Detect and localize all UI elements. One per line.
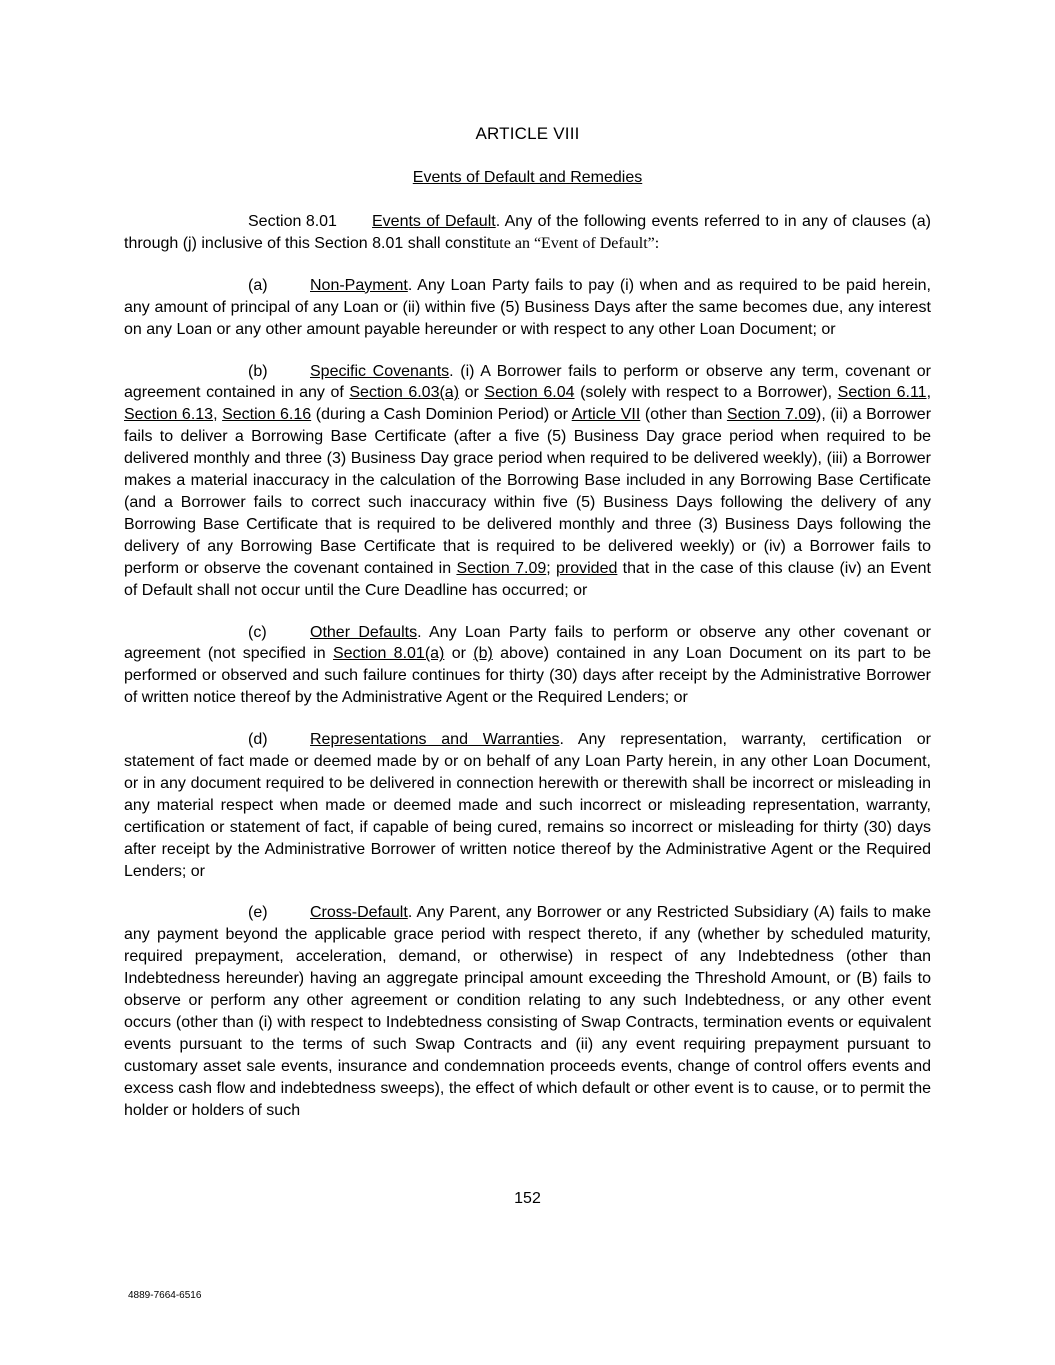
article-title: ARTICLE VIII <box>475 124 580 143</box>
clause-b-text: that in the case of this clause (iv) an Event of Default shall not occur until the Cure Deadline has occurred; or <box>124 559 932 599</box>
clause-c-text: . Any Loan Party fails to perform or observe any other covenant or agreement (not specified in <box>124 623 931 663</box>
clause-c-label: (c) <box>248 623 267 641</box>
clause-b-text: ; <box>546 559 556 577</box>
section-text-serif: ute an “Event of Default”: <box>491 234 660 252</box>
cross-reference: (b) <box>473 645 493 663</box>
clause-b-heading: Specific Covenants <box>310 362 450 380</box>
cross-reference: Article VII <box>571 406 641 424</box>
provided-term: provided <box>556 559 618 577</box>
clause-d-text: . Any representation, warranty, certification or statement of fact made or deemed made by or on behalf of any Loan Party herein, in any other Loan Document, or in any document required to be delivered in connection herewith or therewith shall be incorrect or misleading in any material respect when made or deemed made and such incorrect or misleading representation, warranty, certification or statement of fact, if capable of being cured, remains so incorrect or misleading for thirty (30) days after receipt by the Administrative Borrower of written notice thereof by the Administrative Agent or the Required Lenders; or <box>124 731 931 880</box>
section-heading: Events of Default <box>372 213 496 230</box>
clause-e-paragraph <box>124 902 931 1121</box>
cross-reference: Section 6.03(a) <box>349 384 460 402</box>
clause-b-text: (solely with respect to a Borrower), <box>574 384 838 402</box>
clause-b-text: (other than <box>640 406 727 424</box>
clause-b-text: or <box>459 384 485 402</box>
article-subtitle <box>0 169 1055 187</box>
clause-b-paragraph <box>124 361 931 602</box>
cross-reference: Section 7.09 <box>726 406 816 424</box>
document-id: 4889-7664-6516 <box>128 1290 202 1301</box>
clause-c-text: or <box>444 645 474 663</box>
page-number: 152 <box>514 1190 541 1207</box>
clause-d-heading: Representations and Warranties <box>310 731 560 749</box>
cross-reference: Section 6.04 <box>484 384 575 402</box>
clause-c-paragraph <box>124 622 931 710</box>
clause-a-paragraph <box>124 275 931 341</box>
article-subtitle-text: Events of Default and Remedies <box>412 169 643 186</box>
clause-e-heading: Cross-Default <box>310 904 408 922</box>
section-8-01-paragraph <box>124 211 931 255</box>
clause-a-heading: Non-Payment <box>310 276 408 294</box>
clause-b-text: (during a Cash Dominion Period) or <box>311 406 572 424</box>
clause-b-text: . (i) A Borrower fails to perform or observe any term, covenant or agreement contained in any of <box>124 362 931 402</box>
section-label: Section 8.01 <box>248 213 337 230</box>
cross-reference: Section 6.13 <box>124 406 214 424</box>
clause-c-heading: Other Defaults <box>310 623 418 641</box>
body-text <box>124 211 931 1142</box>
clause-b-text: , <box>926 384 932 402</box>
cross-reference: Section 6.11 <box>837 384 927 402</box>
clause-e-text: . Any Parent, any Borrower or any Restricted Subsidiary (A) fails to make any payment beyond the applicable grace period with respect thereto, if any (whether by scheduled maturity, required prepayment, acceleration, demand, or otherwise) in respect of any Indebtedness (other than Indebtedness hereunder) having an aggregate principal amount exceeding the Threshold Amount, or (B) fails to observe or perform any other agreement or condition relating to any such Indebtedness, or any other event occurs (other than (i) with respect to Indebtedness consisting of Swap Contracts, termination events or equivalent events pursuant to the terms of such Swap Contracts and (ii) any event requiring prepayment pursuant to customary asset sale events, insurance and condemnation proceeds events, change of control offers events and excess cash flow and indebtedness sweeps), the effect of which default or other event is to cause, or to permit the holder or holders of such <box>124 904 931 1119</box>
clause-b-label: (b) <box>248 362 268 380</box>
clause-a-label: (a) <box>248 276 268 294</box>
cross-reference: Section 6.16 <box>222 406 312 424</box>
section-text: . Any of the following events referred to in any of clauses (a) through (j) inclusive of this Section 8.01 shall constit <box>124 213 932 252</box>
clause-b-text: ), (ii) a Borrower fails to deliver a Borrowing Base Certificate (after a five (5) Business Day grace period when required to be delivered monthly and three (3) Business Day grace period when required to be delivered weekly), (iii) a Borrower makes a material inaccuracy in the calculation of the Borrowing Base included in any Borrowing Base Certificate (and a Borrower fails to correct such inaccuracy within five (5) Business Days following the delivery of any Borrowing Base Certificate that is required to be delivered monthly and three (3) Business Days following the delivery of any Borrowing Base Certificate that is required to be delivered weekly) or (iv) a Borrower fails to perform or observe the covenant contained in <box>124 406 932 577</box>
cross-reference: Section 7.09 <box>456 559 547 577</box>
cross-reference: Section 8.01(a) <box>332 645 445 663</box>
clause-d-paragraph <box>124 729 931 882</box>
clause-d-label: (d) <box>248 731 268 749</box>
clause-b-text: , <box>213 406 223 424</box>
clause-a-text: . Any Loan Party fails to pay (i) when and as required to be paid herein, any amount of principal of any Loan or (ii) within five (5) Business Days after the same becomes due, any interest on any Loan or any other amount payable hereunder or with respect to any other Loan Document; or <box>124 276 931 338</box>
clause-e-label: (e) <box>248 904 268 922</box>
clause-c-text: above) contained in any Loan Document on its part to be performed or observed and such failure continues for thirty (30) days after receipt by the Administrative Borrower of written notice thereof by the Administrative Agent or the Required Lenders; or <box>124 645 932 707</box>
